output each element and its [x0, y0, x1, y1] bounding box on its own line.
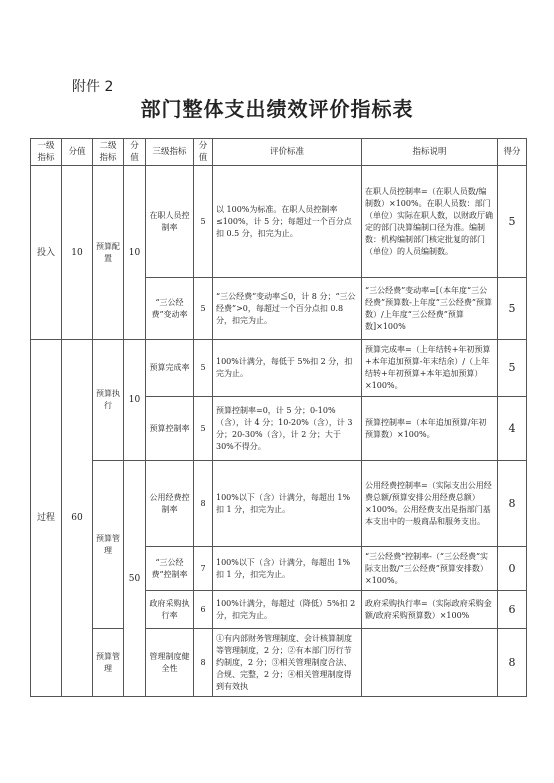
score-cell: 5 — [498, 166, 527, 278]
header-l1: 一级指标 — [31, 139, 62, 166]
indicator-table — [30, 138, 527, 697]
header-standard: 评价标准 — [213, 139, 362, 166]
l3-cell: 预算完成率 — [146, 340, 194, 397]
score-cell: 8 — [498, 629, 527, 697]
table-row — [31, 461, 527, 547]
l3-score-cell: 5 — [194, 340, 213, 397]
score-cell: 8 — [498, 461, 527, 547]
score-cell: 0 — [498, 547, 527, 591]
l1-score-cell: 60 — [62, 340, 93, 697]
standard-cell: 100%计满分，每低于 5%扣 2 分，扣完为止。 — [213, 340, 362, 397]
table-row — [31, 629, 527, 697]
l3-cell: 在职人员控制率 — [146, 166, 194, 278]
standard-cell: “三公经费”变动率≦0，计 8 分；“三公经费”>0，每超过一个百分点扣 0.8 分，扣完为止。 — [213, 278, 362, 340]
page-title: 部门整体支出绩效评价指标表 — [140, 97, 414, 121]
l3-score-cell: 8 — [194, 461, 213, 547]
l1-score-cell: 10 — [62, 166, 93, 340]
standard-cell: 100%以下（含）计满分，每超出 1%扣 1 分，扣完为止。 — [213, 547, 362, 591]
header-l3-score: 分值 — [194, 139, 213, 166]
standard-cell: 预算控制率=0，计 5 分；0-10%（含），计 4 分；10-20%（含），计 3 分；20-30%（含），计 2 分；大于 30%不得分。 — [213, 397, 362, 461]
l3-cell: 政府采购执行率 — [146, 591, 194, 629]
l3-score-cell: 8 — [194, 629, 213, 697]
score-cell: 4 — [498, 397, 527, 461]
note-cell: “三公经费”变动率=[（本年度“三公经费”预算数-上年度“三公经费”预算数）/上年度“三公经费”预算数]×100% — [362, 278, 498, 340]
header-note: 指标说明 — [362, 139, 498, 166]
l2-score-cell: 10 — [124, 166, 146, 340]
standard-cell: 100%以下（含）计满分，每超出 1%扣 1 分，扣完为止。 — [213, 461, 362, 547]
l1-cell: 过程 — [31, 340, 62, 697]
header-l2-score: 分值 — [124, 139, 146, 166]
table-header-row — [31, 139, 527, 166]
header-score: 得分 — [498, 139, 527, 166]
l3-score-cell: 6 — [194, 591, 213, 629]
standard-cell: 100%计满分，每超过（降低）5%扣 2 分，扣完为止。 — [213, 591, 362, 629]
note-cell: 在职人员控制率=（在职人员数/编制数）×100%。在职人员数：部门（单位）实际在职人数，以财政厅确定的部门决算编制口径为准。编制数：机构编制部门核定批复的部门（单位）的人员编制数。 — [362, 166, 498, 278]
l3-cell: “三公经费”控制率 — [146, 547, 194, 591]
note-cell — [362, 629, 498, 697]
l2-cell: 预算管理 — [93, 461, 124, 629]
table-row — [31, 340, 527, 397]
l3-cell: 管理制度健全性 — [146, 629, 194, 697]
score-cell: 5 — [498, 340, 527, 397]
l3-cell: 预算控制率 — [146, 397, 194, 461]
header-l1-score: 分值 — [62, 139, 93, 166]
l2-cell: 预算执行 — [93, 340, 124, 461]
note-cell: 公用经费控制率=（实际支出公用经费总额/预算安排公用经费总额）×100%。公用经费支出是指部门基本支出中的一般商品和服务支出。 — [362, 461, 498, 547]
l3-score-cell: 7 — [194, 547, 213, 591]
table-row — [31, 166, 527, 278]
l2-score-cell: 50 — [124, 461, 146, 697]
note-cell: 预算完成率=（上年结转+年初预算+本年追加预算-年末结余）/（上年结转+年初预算+本年追加预算）×100%。 — [362, 340, 498, 397]
note-cell: “三公经费”控制率-（“三公经费”实际支出数/“三公经费”预算安排数）×100%。 — [362, 547, 498, 591]
standard-cell: 以 100%为标准。在职人员控制率≤100%，计 5 分；每超过一个百分点扣 0.5 分，扣完为止。 — [213, 166, 362, 278]
header-l2: 二级指标 — [93, 139, 124, 166]
l1-cell: 投入 — [31, 166, 62, 340]
note-cell: 预算控制率=（本年追加预算/年初预算数）×100%。 — [362, 397, 498, 461]
l3-cell: 公用经费控制率 — [146, 461, 194, 547]
l3-cell: “三公经费”变动率 — [146, 278, 194, 340]
l3-score-cell: 5 — [194, 397, 213, 461]
l3-score-cell: 5 — [194, 278, 213, 340]
score-cell: 6 — [498, 591, 527, 629]
l2-cell: 预算配置 — [93, 166, 124, 340]
attachment-label: 附件 2 — [72, 79, 114, 95]
l2-cell: 预算管理 — [93, 629, 124, 697]
l2-score-cell: 10 — [124, 340, 146, 461]
l3-score-cell: 5 — [194, 166, 213, 278]
header-l3: 三级指标 — [146, 139, 194, 166]
note-cell: 政府采购执行率=（实际政府采购金额/政府采购预算数）×100% — [362, 591, 498, 629]
standard-cell: ①有内部财务管理制度、会计核算制度等管理制度，2 分；②有本部门厉行节约制度，2 分；③相关管理制度合法、合规、完整，2 分；④相关管理制度得到有效执 — [213, 629, 362, 697]
score-cell: 5 — [498, 278, 527, 340]
